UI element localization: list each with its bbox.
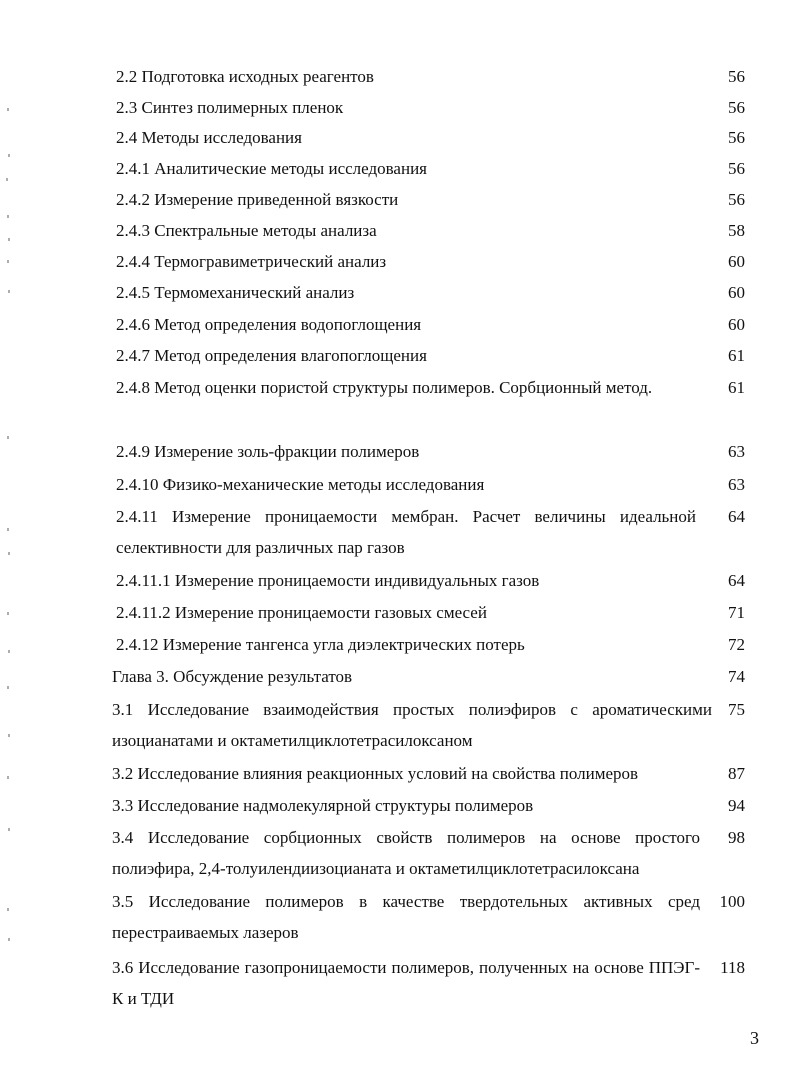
scan-artifact	[7, 260, 9, 263]
toc-entry-title: 2.2 Подготовка исходных реагентов	[116, 67, 374, 86]
scan-artifact	[8, 650, 10, 653]
toc-entry-title: 2.4.2 Измерение приведенной вязкости	[116, 190, 399, 209]
toc-entry-title: 2.4.4 Термогравиметрический анализ	[116, 252, 387, 271]
toc-entry-page: 56	[728, 159, 745, 178]
toc-entry-page: 56	[728, 190, 745, 209]
toc-entry-page: 75	[728, 700, 745, 719]
toc-entry-page: 98	[728, 828, 745, 847]
toc-entry-title: 2.4.5 Термомеханический анализ	[116, 283, 355, 302]
scan-artifact	[7, 686, 9, 689]
scan-artifact	[7, 215, 9, 218]
toc-entry-page: 63	[728, 475, 745, 494]
toc-entry-page: 64	[728, 571, 745, 590]
toc-entry-page: 118	[720, 958, 745, 977]
toc-entry-page: 63	[728, 442, 745, 461]
toc-entry-title: 2.4.11.2 Измерение проницаемости газовых смесей	[116, 603, 487, 622]
toc-entry-title: 2.4.3 Спектральные методы анализа	[116, 221, 377, 240]
toc-entry-page: 56	[728, 98, 745, 117]
scan-artifact	[6, 178, 8, 181]
toc-entry-title: 2.4.12 Измерение тангенса угла диэлектрических потерь	[116, 635, 525, 654]
scan-artifact	[7, 108, 9, 111]
toc-entry-title: 3.6 Исследование газопроницаемости полимеров, полученных на основе ППЭГ-К и ТДИ	[112, 958, 700, 1008]
toc-entry-page: 87	[728, 764, 745, 783]
toc-entry-page: 61	[728, 346, 745, 365]
toc-entry-page: 64	[728, 507, 745, 526]
toc-entry-page: 94	[728, 796, 745, 815]
scan-artifact	[8, 552, 10, 555]
scan-artifact	[8, 154, 10, 157]
scan-artifact	[7, 776, 9, 779]
toc-entry-title: 3.4 Исследование сорбционных свойств полимеров на основе простого полиэфира, 2,4-толуилендиизоцианата и октаметилциклотетрасилоксана	[112, 828, 700, 878]
scan-artifact	[7, 612, 9, 615]
scan-artifact	[8, 238, 10, 241]
scan-artifact	[7, 528, 9, 531]
toc-entry-page: 58	[728, 221, 745, 240]
toc-entry-title: 2.3 Синтез полимерных пленок	[116, 98, 344, 117]
toc-entry-page: 72	[728, 635, 745, 654]
scan-artifact	[8, 938, 10, 941]
toc-entry-title: 2.4.11 Измерение проницаемости мембран. Расчет величины идеальной селективности для различных пар газов	[116, 507, 696, 557]
toc-entry-title: 2.4.11.1 Измерение проницаемости индивидуальных газов	[116, 571, 540, 590]
scan-artifact	[7, 908, 9, 911]
toc-entry-title: Глава 3. Обсуждение результатов	[112, 667, 353, 686]
toc-entry-title: 3.1 Исследование взаимодействия простых полиэфиров с ароматическими изоцианатами и октаметилциклотетрасилоксаном	[112, 700, 712, 750]
toc-entry-title: 3.2 Исследование влияния реакционных условий на свойства полимеров	[112, 764, 639, 783]
toc-entry-page: 60	[728, 315, 745, 334]
scan-artifact	[8, 290, 10, 293]
toc-entry-title: 2.4.8 Метод оценки пористой структуры полимеров. Сорбционный метод.	[116, 378, 653, 397]
toc-entry-title: 2.4.9 Измерение золь-фракции полимеров	[116, 442, 420, 461]
scan-artifact	[8, 734, 10, 737]
toc-entry-page: 56	[728, 128, 745, 147]
scan-artifact	[8, 828, 10, 831]
scan-artifact	[7, 436, 9, 439]
toc-entry-page: 74	[728, 667, 745, 686]
toc-entry-title: 2.4.7 Метод определения влагопоглощения	[116, 346, 427, 365]
toc-entry-page: 56	[728, 67, 745, 86]
toc-entry-page: 60	[728, 283, 745, 302]
toc-entry-title: 3.5 Исследование полимеров в качестве твердотельных активных сред перестраиваемых лазеров	[112, 892, 700, 942]
toc-entry-page: 71	[728, 603, 745, 622]
toc-entry-title: 2.4.10 Физико-механические методы исследования	[116, 475, 485, 494]
toc-entry-title: 2.4.6 Метод определения водопоглощения	[116, 315, 422, 334]
toc-entry-page: 61	[728, 378, 745, 397]
toc-entry-page: 100	[719, 892, 745, 911]
toc-entry-page: 60	[728, 252, 745, 271]
page-number: 3	[750, 1028, 759, 1048]
toc-entry-title: 3.3 Исследование надмолекулярной структуры полимеров	[112, 796, 534, 815]
toc-entry-title: 2.4 Методы исследования	[116, 128, 302, 147]
toc-entry-title: 2.4.1 Аналитические методы исследования	[116, 159, 427, 178]
